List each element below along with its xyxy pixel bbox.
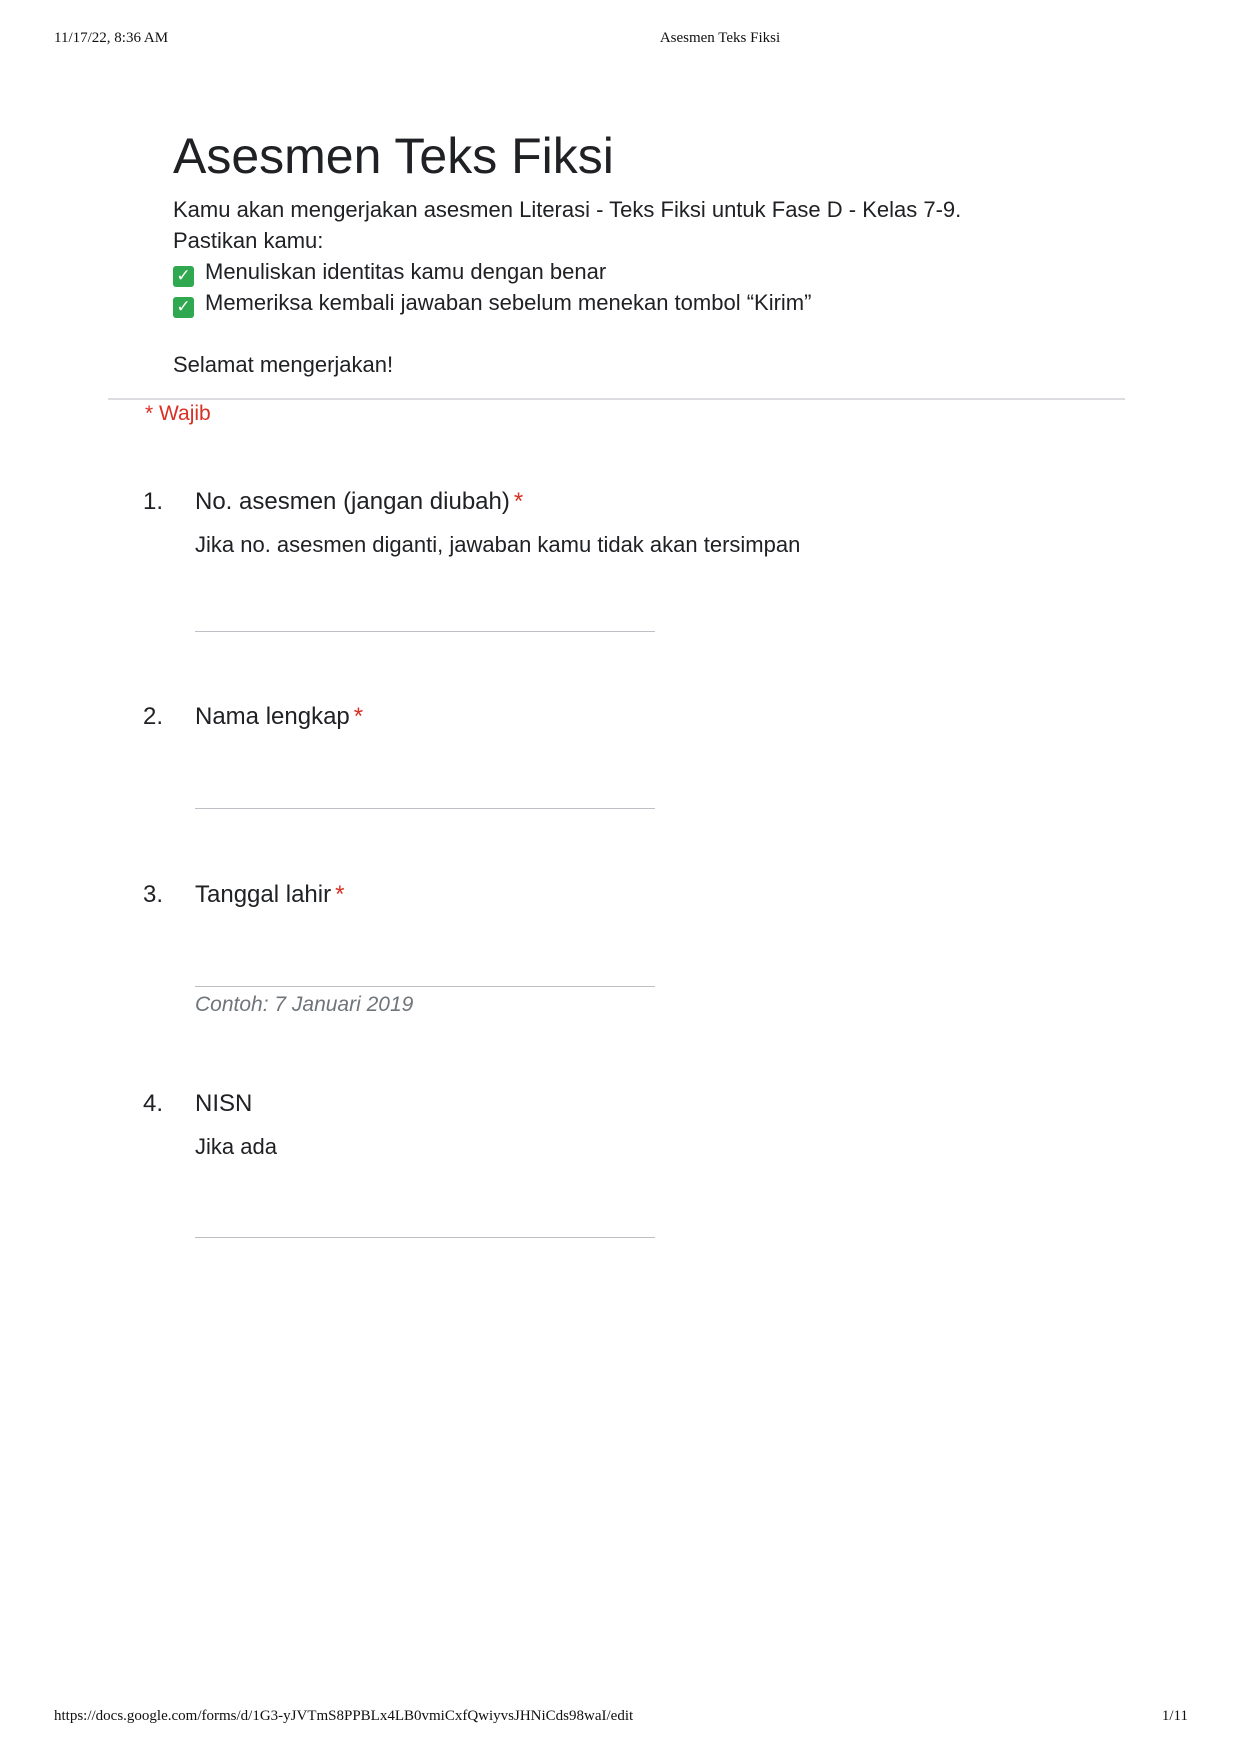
- check-mark-icon: ✓: [173, 297, 194, 318]
- print-footer: [0, 1708, 1240, 1728]
- print-page-number: 1/11: [1161, 1708, 1188, 1724]
- header-divider: [108, 398, 1125, 400]
- description-closing: Selamat mengerjakan!: [173, 352, 394, 377]
- question-help-text: Jika ada: [195, 1134, 277, 1159]
- checklist-item-label: Menuliskan identitas kamu dengan benar: [205, 259, 607, 284]
- question-title-text: NISN: [195, 1090, 253, 1117]
- question-help-text: Jika no. asesmen diganti, jawaban kamu tidak akan tersimpan: [195, 532, 801, 557]
- question-number: 2.: [143, 703, 164, 730]
- print-url: https://docs.google.com/forms/d/1G3-yJVTmS8PPBLx4LB0vmiCxfQwiyvsJHNiCds98waI/edit: [54, 1708, 634, 1724]
- checklist-item: [173, 287, 1073, 318]
- answer-field-nama-lengkap[interactable]: [195, 808, 655, 809]
- print-header: [0, 30, 1240, 50]
- question-title: [195, 488, 523, 516]
- description-line-2: Pastikan kamu:: [173, 228, 324, 253]
- answer-field-tanggal-lahir[interactable]: [195, 986, 655, 987]
- required-marker: *: [353, 703, 364, 730]
- question-number: 4.: [143, 1090, 164, 1117]
- answer-field-nisn[interactable]: [195, 1237, 655, 1238]
- form-title: Asesmen Teks Fiksi: [173, 128, 614, 184]
- question-title-text: No. asesmen (jangan diubah): [195, 488, 510, 515]
- print-doc-title: Asesmen Teks Fiksi: [659, 30, 781, 46]
- required-note: * Wajib: [145, 402, 211, 425]
- question-title: [195, 881, 344, 909]
- required-marker: *: [513, 488, 524, 515]
- question-number: 3.: [143, 881, 164, 908]
- answer-field-no-asesmen[interactable]: [195, 631, 655, 632]
- form-description: [173, 194, 1073, 380]
- date-format-hint: Contoh: 7 Januari 2019: [195, 993, 414, 1016]
- form-header: [173, 126, 1073, 380]
- checklist-item-label: Memeriksa kembali jawaban sebelum menekan tombol “Kirim”: [205, 290, 812, 315]
- question-title-text: Tanggal lahir: [195, 881, 332, 908]
- question-title-text: Nama lengkap: [195, 703, 350, 730]
- description-line-1: Kamu akan mengerjakan asesmen Literasi - Teks Fiksi untuk Fase D - Kelas 7-9.: [173, 197, 962, 222]
- check-mark-icon: ✓: [173, 266, 194, 287]
- question-number: 1.: [143, 488, 164, 515]
- required-marker: *: [335, 881, 345, 908]
- print-datetime: 11/17/22, 8:36 AM: [54, 30, 169, 46]
- question-title: [195, 703, 363, 731]
- checklist-item: [173, 256, 1073, 287]
- description-spacer: [173, 318, 1073, 349]
- question-title: [195, 1090, 252, 1118]
